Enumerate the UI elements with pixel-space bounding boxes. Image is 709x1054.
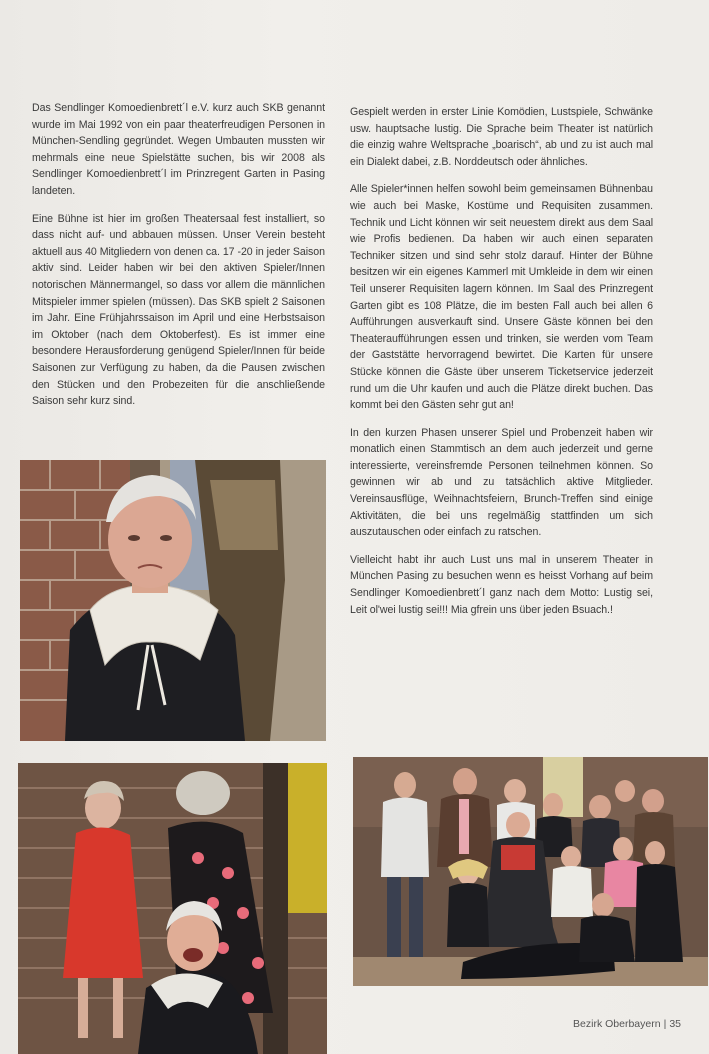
photo-actor-lace-collar: [20, 460, 326, 741]
article-right-column: [350, 104, 653, 629]
footer-region: Bezirk Oberbayern: [573, 1018, 661, 1030]
page-footer: [573, 1018, 681, 1030]
photo-performers-costume: [18, 763, 327, 1054]
paragraph-plays-language: Gespielt werden in erster Linie Komödien, Lustspiele, Schwänke usw. hauptsache lustig. Die Sprache beim Theater ist natürlich die einzig wahre Weltsprache „boarisch“, ab und zu ist auch mal ein Dialekt dabei, z.B. Norddeutsch oder ähnliches.: [350, 106, 653, 168]
paragraph-club-life: In den kurzen Phasen unserer Spiel und Probenzeit haben wir monatlich einen Stammtisch an dem auch jederzeit und gerne interessierte, vereinsfremde Personen teilnehmen können. So gewinnen wir ab und zu tatsächlich aktive Mitglieder. Vereinsausflüge, Weihnachtsfeiern, Brunch-Treffen sind einige Aktivitäten, die bei uns regelmäßig stattfinden um sich auszutauschen oder einfach zu ratschen.: [350, 426, 653, 539]
article-left-column: [32, 100, 325, 421]
page-number: 35: [669, 1018, 681, 1030]
photo-ensemble-group: [353, 757, 708, 986]
footer-separator: |: [663, 1018, 667, 1030]
paragraph-history: Das Sendlinger Komoedienbrett´l e.V. kurz auch SKB genannt wurde im Mai 1992 von ein paar theaterfreudigen Personen in München-Sendling gegründet. Wegen Umbauten mussten wir mehrmals eine neue Spielstätte suchen, bis wir 2008 als Sendlinger Komoedienbrett´l im Prinzregent Garten in Pasing landeten.: [32, 102, 325, 197]
paragraph-stage-members: Eine Bühne ist hier im großen Theatersaal fest installiert, so dass nicht auf- und abbauen müssen. Unser Verein besteht aktuell aus 40 Mitgliedern von denen ca. 17 -20 in jeder Saison aktiv sind. Leider haben wir bei den aktiven Spieler/Innen notorischen Männermangel, so dass vor allem die männlichen Mitspieler immer spielen (müssen). Das SKB spielt 2 Saisonen im Jahr. Eine Frühjahrssaison im April und eine Herbstsaison im Oktober (nach dem Oktoberfest). Es ist immer eine besondere Herausforderung genügend Spieler/Innen für beide Saisonen zur Verfügung zu haben, da die Pausen zwischen den Stücken und den Probezeiten für die anschließende Saison sehr kurz sind.: [32, 212, 325, 408]
paragraph-stage-venue: Alle Spieler*innen helfen sowohl beim gemeinsamen Bühnenbau wie auch bei Maske, Kostüme und Requisiten zusammen. Technik und Licht können wir seit neuestem direkt aus dem Saal wie Profis bedienen. Da haben wir auch einen separaten Techniker sitzen und sind sehr stolz darauf. Hinter der Bühne besitzen wir ein eigenes Kammerl mit Umkleide in dem wir einen Teil unserer Requisiten lagern können. Im Saal des Prinzregent Garten gibt es 108 Plätze, die im besten Fall auch bei allen 6 Aufführungen ausverkauft sind. Unsere Gäste können bei den Theateraufführungen essen und trinken, sie werden vom Team der Gaststätte hervorragend bewirtet. Die Karten für unsere Stücke können die Gäste über unserem Ticketservice jederzeit rund um die Uhr kaufen und auch die Plätze direkt buchen. Das kommt bei den Gästen sehr gut an!: [350, 183, 653, 412]
paragraph-invitation: Vielleicht habt ihr auch Lust uns mal in unserem Theater in München Pasing zu besuchen wenn es heisst Vorhang auf beim Sendlinger Komoedienbrett´l ganz nach dem Motto: Lustig sei, Leit ol'wei lustig sei!!! Mia gfrein uns über jeden Bsuach.!: [350, 553, 653, 616]
